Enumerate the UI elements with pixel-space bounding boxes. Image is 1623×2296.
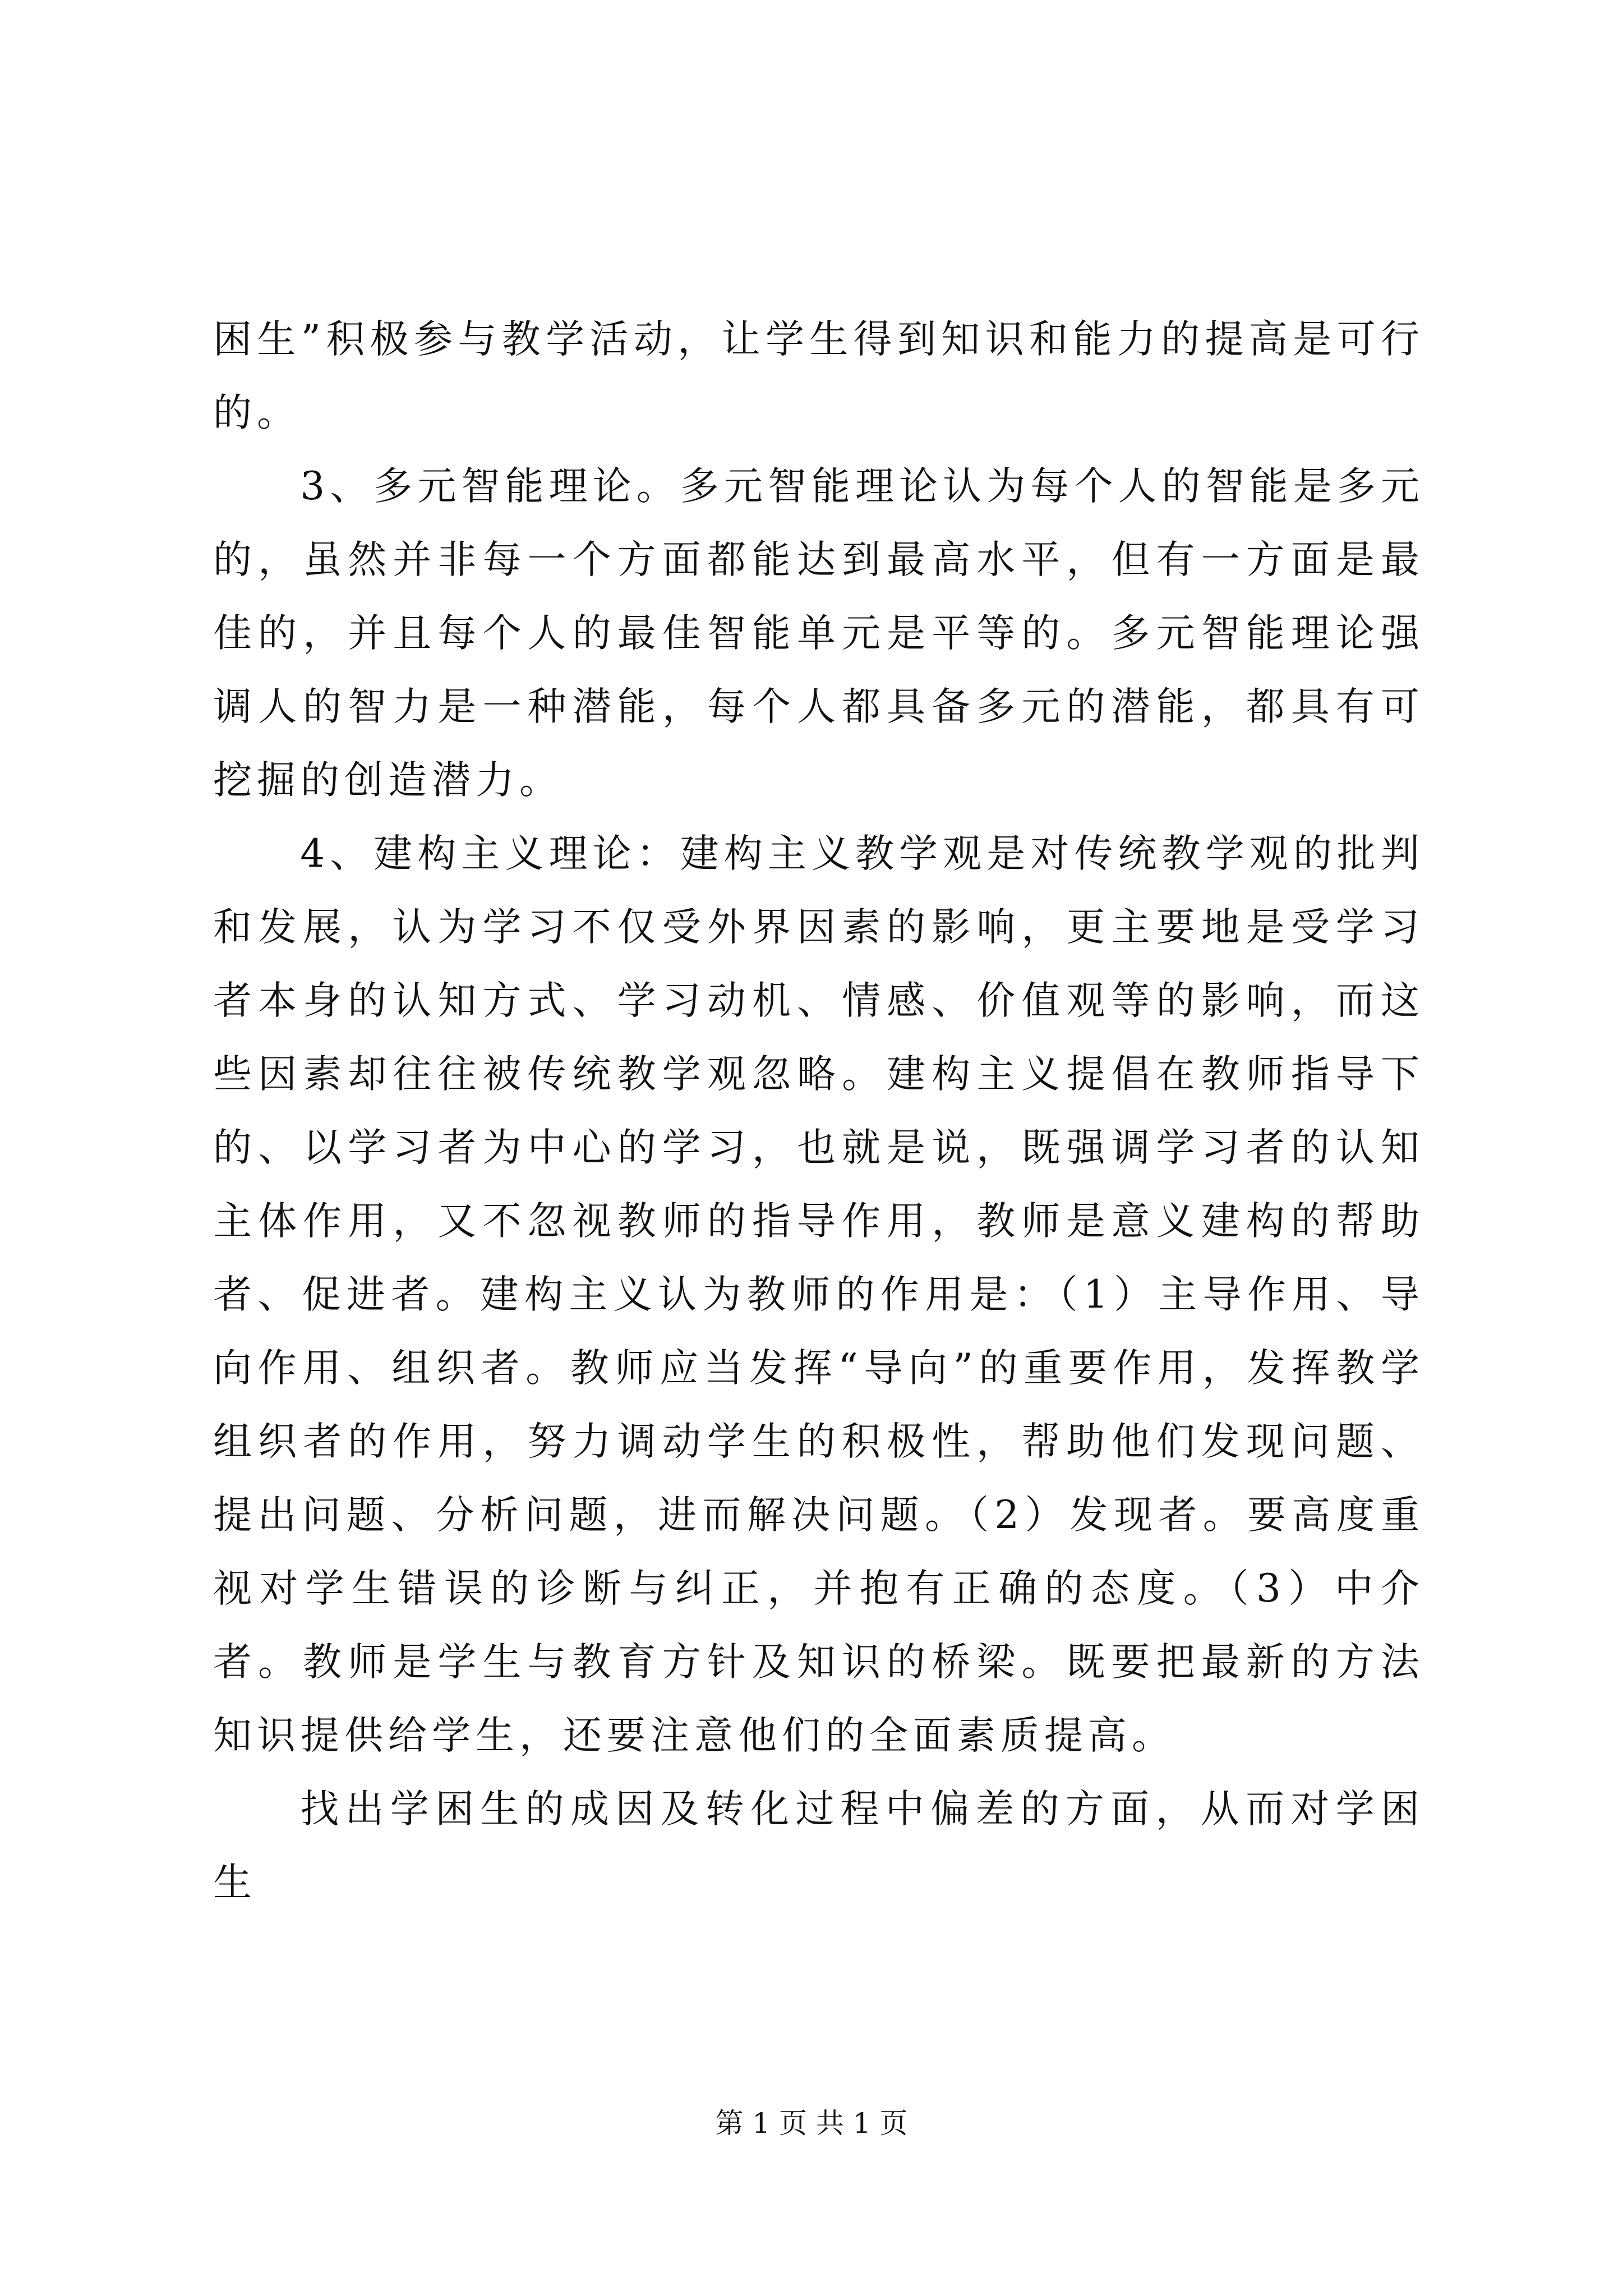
body-text — [213, 303, 1424, 1920]
paragraph-continuation: 困生”积极参与教学活动，让学生得到知识和能力的提高是可行的。 — [213, 317, 1424, 435]
paragraph-multiple-intelligences: 3、多元智能理论。多元智能理论认为每个人的智能是多元的，虽然并非每一个方面都能达到最高水平，但有一方面是最佳的，并且每个人的最佳智能单元是平等的。多元智能理论强调人的智力是一种潜能，每个人都具备多元的潜能，都具有可挖掘的创造潜力。 — [213, 464, 1424, 803]
paragraph-constructivism: 4、建构主义理论：建构主义教学观是对传统教学观的批判和发展，认为学习不仅受外界因素的影响，更主要地是受学习者本身的认知方式、学习动机、情感、价值观等的影响，而这些因素却往往被传统教学观忽略。建构主义提倡在教师指导下的、以学习者为中心的学习，也就是说，既强调学习者的认知主体作用，又不忽视教师的指导作用，教师是意义建构的帮助者、促进者。建构主义认为教师的作用是：（1）主导作用、导向作用、组织者。教师应当发挥“导向”的重要作用，发挥教学组织者的作用，努力调动学生的积极性，帮助他们发现问题、提出问题、分析问题，进而解决问题。（2）发现者。要高度重视对学生错误的诊断与纠正，并抱有正确的态度。（3）中介者。教师是学生与教育方针及知识的桥梁。既要把最新的方法知识提供给学生，还要注意他们的全面素质提高。 — [213, 831, 1424, 1758]
page-footer: 第 1 页 共 1 页 — [715, 2107, 908, 2139]
paragraph-causes: 找出学困生的成因及转化过程中偏差的方面，从而对学困生 — [213, 1787, 1424, 1905]
